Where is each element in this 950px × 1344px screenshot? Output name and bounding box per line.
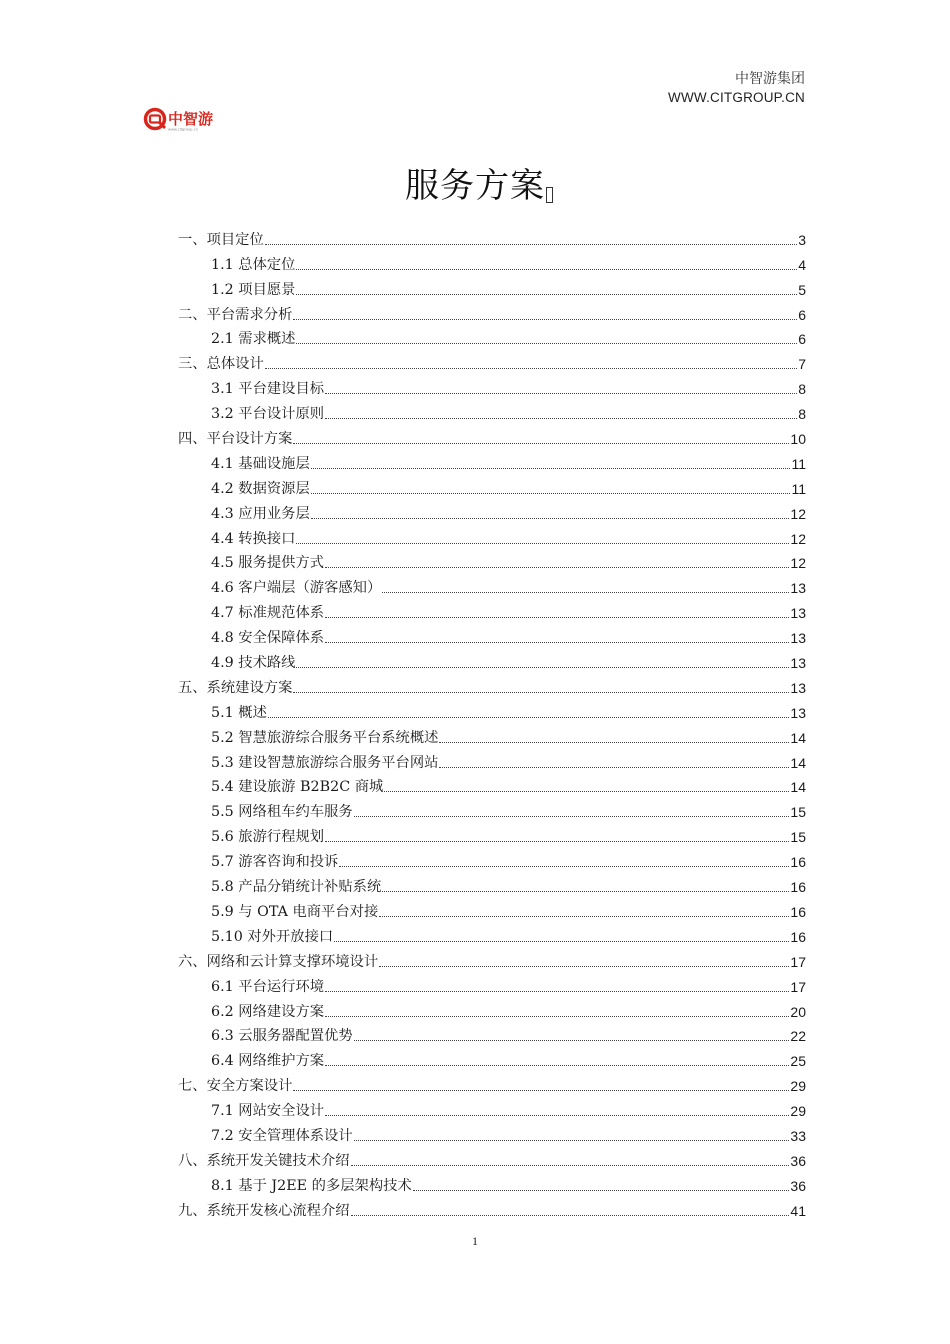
toc-entry-label: 四、平台设计方案 xyxy=(178,431,293,448)
toc-entry-label: 二、平台需求分析 xyxy=(178,306,293,323)
toc-dot-leader xyxy=(325,417,797,419)
toc-dot-leader xyxy=(339,865,789,867)
toc-entry[interactable] xyxy=(178,572,806,597)
toc-entry-page: 15 xyxy=(790,829,806,846)
toc-dot-leader xyxy=(334,940,789,942)
toc-entry-page: 29 xyxy=(790,1103,806,1120)
toc-entry[interactable] xyxy=(178,224,806,249)
toc-entry[interactable] xyxy=(178,647,806,672)
toc-dot-leader xyxy=(382,591,789,593)
toc-entry-label: 5.4 建设旅游 B2B2C 商城 xyxy=(211,779,384,796)
toc-entry[interactable] xyxy=(178,672,806,697)
toc-entry-page: 41 xyxy=(790,1202,806,1219)
toc-entry-page: 22 xyxy=(790,1028,806,1045)
toc-entry-label: 一、项目定位 xyxy=(178,231,264,248)
toc-dot-leader xyxy=(293,1089,789,1091)
toc-dot-leader xyxy=(325,1064,789,1066)
toc-entry[interactable] xyxy=(178,1070,806,1095)
toc-entry[interactable] xyxy=(178,996,806,1021)
toc-entry-label: 3.2 平台设计原则 xyxy=(211,406,325,423)
toc-entry[interactable] xyxy=(178,871,806,896)
toc-dot-leader xyxy=(311,467,791,469)
toc-entry-page: 11 xyxy=(791,480,806,497)
toc-entry-label: 七、安全方案设计 xyxy=(178,1078,293,1095)
toc-entry-label: 5.8 产品分销统计补贴系统 xyxy=(211,879,382,896)
toc-dot-leader xyxy=(293,318,797,320)
toc-entry-page: 16 xyxy=(790,928,806,945)
toc-entry-page: 13 xyxy=(790,580,806,597)
toc-entry-page: 29 xyxy=(790,1078,806,1095)
toc-entry[interactable] xyxy=(178,299,806,324)
toc-entry-label: 5.3 建设智慧旅游综合服务平台网站 xyxy=(211,754,439,771)
toc-entry-page: 3 xyxy=(798,231,806,248)
toc-entry[interactable] xyxy=(178,697,806,722)
toc-entry[interactable] xyxy=(178,921,806,946)
toc-entry[interactable] xyxy=(178,821,806,846)
toc-entry[interactable] xyxy=(178,1170,806,1195)
toc-entry[interactable] xyxy=(178,846,806,871)
toc-entry[interactable] xyxy=(178,498,806,523)
toc-dot-leader xyxy=(265,367,797,369)
toc-entry-label: 八、系统开发关键技术介绍 xyxy=(178,1152,350,1169)
toc-entry-page: 6 xyxy=(798,306,806,323)
toc-entry-page: 5 xyxy=(798,281,806,298)
page-number: 1 xyxy=(472,1234,478,1248)
toc-entry[interactable] xyxy=(178,896,806,921)
toc-dot-leader xyxy=(325,566,789,568)
toc-entry-label: 五、系统建设方案 xyxy=(178,679,293,696)
toc-entry-label: 7.1 网站安全设计 xyxy=(211,1103,325,1120)
toc-dot-leader xyxy=(325,392,797,394)
logo-text: 中智游 xyxy=(168,110,214,128)
toc-entry-page: 15 xyxy=(790,804,806,821)
toc-entry-page: 17 xyxy=(790,978,806,995)
toc-dot-leader xyxy=(325,840,789,842)
toc-dot-leader xyxy=(379,915,789,917)
toc-dot-leader xyxy=(268,716,790,718)
toc-entry-page: 36 xyxy=(790,1152,806,1169)
toc-entry-page: 13 xyxy=(790,679,806,696)
toc-entry-page: 8 xyxy=(798,381,806,398)
toc-entry-label: 6.4 网络维护方案 xyxy=(211,1053,325,1070)
toc-entry-page: 4 xyxy=(798,256,806,273)
toc-entry-label: 5.6 旅游行程规划 xyxy=(211,829,325,846)
header-company: 中智游集团 xyxy=(735,71,805,87)
toc-entry-label: 4.6 客户端层（游客感知） xyxy=(211,580,382,597)
toc-entry[interactable] xyxy=(178,1095,806,1120)
toc-entry-label: 5.9 与 OTA 电商平台对接 xyxy=(211,903,379,920)
toc-entry-label: 1.1 总体定位 xyxy=(211,256,296,273)
logo-mark-icon xyxy=(146,110,166,129)
toc-entry[interactable] xyxy=(178,249,806,274)
toc-entry[interactable] xyxy=(178,274,806,299)
toc-dot-leader xyxy=(311,517,790,519)
toc-entry[interactable] xyxy=(178,946,806,971)
toc-entry-page: 20 xyxy=(790,1003,806,1020)
toc-entry-page: 11 xyxy=(791,455,806,472)
toc-entry-label: 5.10 对外开放接口 xyxy=(211,928,334,945)
toc-entry-page: 14 xyxy=(790,779,806,796)
table-of-contents xyxy=(178,224,806,1220)
toc-entry-label: 5.5 网络租车约车服务 xyxy=(211,804,353,821)
toc-entry-page: 12 xyxy=(790,505,806,522)
toc-dot-leader xyxy=(311,492,791,494)
toc-dot-leader xyxy=(379,965,789,967)
toc-dot-leader xyxy=(439,741,789,743)
page-title: 服务方案 xyxy=(405,166,545,206)
toc-dot-leader xyxy=(354,1139,790,1141)
toc-dot-leader xyxy=(325,1114,789,1116)
toc-entry-label: 5.2 智慧旅游综合服务平台系统概述 xyxy=(211,729,439,746)
toc-entry-label: 7.2 安全管理体系设计 xyxy=(211,1127,353,1144)
toc-entry[interactable] xyxy=(178,523,806,548)
toc-entry-label: 4.4 转换接口 xyxy=(211,530,296,547)
toc-entry-page: 16 xyxy=(790,879,806,896)
toc-entry[interactable] xyxy=(178,1145,806,1170)
toc-entry-page: 13 xyxy=(790,655,806,672)
toc-entry[interactable] xyxy=(178,1021,806,1046)
toc-entry[interactable] xyxy=(178,373,806,398)
toc-dot-leader xyxy=(325,641,789,643)
toc-dot-leader xyxy=(351,1214,790,1216)
toc-dot-leader xyxy=(293,691,789,693)
toc-dot-leader xyxy=(296,542,789,544)
toc-entry-page: 16 xyxy=(790,903,806,920)
toc-entry-page: 17 xyxy=(790,953,806,970)
toc-dot-leader xyxy=(325,1015,789,1017)
logo-subtext: www.citgroup.cn xyxy=(168,127,198,132)
toc-entry-label: 4.7 标准规范体系 xyxy=(211,605,325,622)
toc-entry-label: 4.5 服务提供方式 xyxy=(211,555,325,572)
toc-entry-label: 4.8 安全保障体系 xyxy=(211,630,325,647)
toc-entry-page: 12 xyxy=(790,530,806,547)
toc-dot-leader xyxy=(325,990,789,992)
toc-entry[interactable] xyxy=(178,971,806,996)
toc-entry[interactable] xyxy=(178,348,806,373)
toc-entry-page: 8 xyxy=(798,406,806,423)
toc-dot-leader xyxy=(296,268,797,270)
header-url: WWW.CITGROUP.CN xyxy=(668,90,805,105)
toc-entry-label: 4.3 应用业务层 xyxy=(211,505,310,522)
toc-entry[interactable] xyxy=(178,324,806,349)
toc-entry-label: 6.1 平台运行环境 xyxy=(211,978,325,995)
toc-entry[interactable] xyxy=(178,448,806,473)
toc-entry[interactable] xyxy=(178,398,806,423)
toc-dot-leader xyxy=(384,790,789,792)
toc-entry[interactable] xyxy=(178,747,806,772)
toc-dot-leader xyxy=(382,890,789,892)
toc-entry-label: 5.1 概述 xyxy=(211,704,267,721)
toc-entry[interactable] xyxy=(178,772,806,797)
toc-entry-label: 2.1 需求概述 xyxy=(211,331,296,348)
toc-entry-page: 12 xyxy=(790,555,806,572)
toc-entry-page: 6 xyxy=(798,331,806,348)
toc-entry-label: 8.1 基于 J2EE 的多层架构技术 xyxy=(211,1177,412,1194)
toc-entry-page: 14 xyxy=(790,754,806,771)
toc-entry-page: 13 xyxy=(790,630,806,647)
toc-entry-label: 4.2 数据资源层 xyxy=(211,480,310,497)
toc-entry-page: 33 xyxy=(790,1127,806,1144)
toc-dot-leader xyxy=(354,1039,790,1041)
toc-dot-leader xyxy=(413,1189,790,1191)
toc-entry[interactable] xyxy=(178,597,806,622)
toc-entry[interactable] xyxy=(178,1195,806,1220)
toc-dot-leader xyxy=(293,442,789,444)
toc-entry[interactable] xyxy=(178,473,806,498)
toc-dot-leader xyxy=(325,616,789,618)
toc-dot-leader xyxy=(265,243,797,245)
toc-entry[interactable] xyxy=(178,548,806,573)
toc-entry-label: 6.2 网络建设方案 xyxy=(211,1003,325,1020)
toc-entry[interactable] xyxy=(178,1045,806,1070)
toc-dot-leader xyxy=(439,766,789,768)
toc-entry-label: 六、网络和云计算支撑环境设计 xyxy=(178,953,379,970)
toc-entry-label: 6.3 云服务器配置优势 xyxy=(211,1028,353,1045)
toc-entry-label: 5.7 游客咨询和投诉 xyxy=(211,854,339,871)
text-cursor-icon xyxy=(546,187,553,203)
toc-entry[interactable] xyxy=(178,1120,806,1145)
toc-entry[interactable] xyxy=(178,796,806,821)
toc-entry[interactable] xyxy=(178,423,806,448)
toc-entry-page: 10 xyxy=(790,431,806,448)
toc-entry-label: 3.1 平台建设目标 xyxy=(211,381,325,398)
toc-entry[interactable] xyxy=(178,622,806,647)
toc-entry-label: 4.9 技术路线 xyxy=(211,655,296,672)
toc-dot-leader xyxy=(351,1164,790,1166)
toc-entry-page: 36 xyxy=(790,1177,806,1194)
toc-entry-label: 三、总体设计 xyxy=(178,356,264,373)
toc-dot-leader xyxy=(354,815,790,817)
toc-entry-page: 13 xyxy=(790,605,806,622)
toc-dot-leader xyxy=(296,293,797,295)
toc-entry-page: 25 xyxy=(790,1053,806,1070)
toc-entry-page: 16 xyxy=(790,854,806,871)
company-logo xyxy=(143,106,243,132)
toc-dot-leader xyxy=(296,666,789,668)
toc-entry-label: 1.2 项目愿景 xyxy=(211,281,296,298)
toc-dot-leader xyxy=(296,342,797,344)
toc-entry-label: 九、系统开发核心流程介绍 xyxy=(178,1202,350,1219)
toc-entry[interactable] xyxy=(178,722,806,747)
toc-entry-page: 13 xyxy=(790,704,806,721)
toc-entry-label: 4.1 基础设施层 xyxy=(211,455,310,472)
toc-entry-page: 7 xyxy=(798,356,806,373)
toc-entry-page: 14 xyxy=(790,729,806,746)
